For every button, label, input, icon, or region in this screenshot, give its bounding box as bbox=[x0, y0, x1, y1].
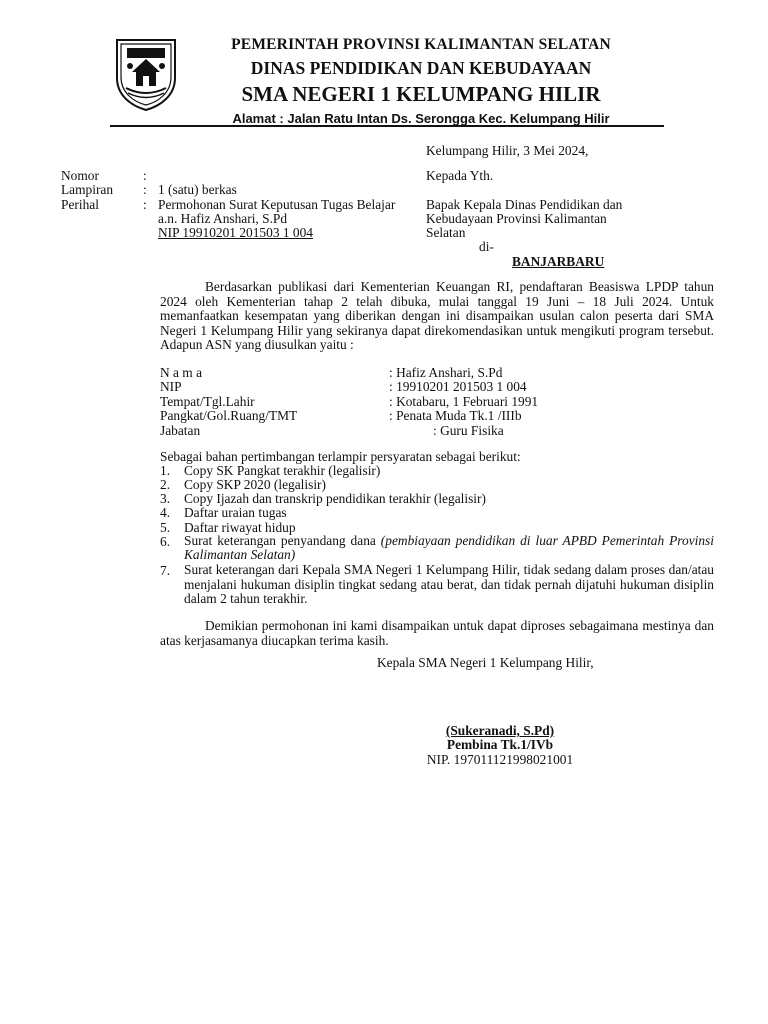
identity-label-nip: NIP bbox=[160, 379, 182, 394]
requirement-5-text: Daftar riwayat hidup bbox=[184, 520, 296, 535]
identity-value-birth: : Kotabaru, 1 Februari 1991 bbox=[389, 394, 539, 409]
letterhead-school: SMA NEGERI 1 KELUMPANG HILIR bbox=[241, 82, 601, 106]
signature-title: Kepala SMA Negeri 1 Kelumpang Hilir, bbox=[377, 655, 594, 670]
nomor-label: Nomor bbox=[61, 168, 99, 183]
body-paragraph-1-text: Berdasarkan publikasi dari Kementerian Keuangan RI, pendaftaran Beasiswa LPDP tahun 2024 oleh Kementerian tahap 2 telah dibuka, mulai tanggal 19 Juni – 18 Juli 2024. Untuk memanfaatkan kesempatan yang diberikan dengan ini disampaikan usulan calon peserta dari SMA Negeri 1 Kelumpang Hilir yang sekiranya dapat direkomendasikan untuk mengikuti program tersebut. Adapun ASN yang diusulkan yaitu : bbox=[160, 279, 714, 353]
requirement-1-number: 1. bbox=[160, 463, 171, 478]
requirement-3-text: Copy Ijazah dan transkrip pendidikan terakhir (legalisir) bbox=[184, 491, 486, 506]
signature-rank: Pembina Tk.1/IVb bbox=[446, 737, 554, 752]
body-paragraph-1 bbox=[160, 280, 714, 353]
recipient-line-4: di- bbox=[479, 239, 494, 254]
requirements-intro: Sebagai bahan pertimbangan terlampir persyaratan sebagai berikut: bbox=[160, 449, 521, 464]
requirement-2-text: Copy SKP 2020 (legalisir) bbox=[184, 477, 326, 492]
lampiran-separator: : bbox=[143, 182, 147, 197]
recipient-line-2: Kebudayaan Provinsi Kalimantan bbox=[426, 211, 607, 226]
coat-of-arms-logo bbox=[114, 38, 178, 112]
requirement-7-main: Surat keterangan dari Kepala SMA Negeri 1 Kelumpang Hilir, tidak sedang dalam proses dan/atau menjalani hukuman disiplin tingkat sedang atau berat, dan tidak pernah dijatuhi hukuman disiplin dalam 2 tahun terakhir. bbox=[184, 562, 714, 607]
lampiran-value: 1 (satu) berkas bbox=[158, 182, 237, 197]
letter-date: Kelumpang Hilir, 3 Mei 2024, bbox=[426, 143, 589, 158]
closing-text: Demikian permohonan ini kami disampaikan untuk dapat diproses sebagaimana mestinya dan atas kerjasamanya diucapkan terima kasih. bbox=[160, 618, 714, 648]
requirement-5-number: 5. bbox=[160, 520, 171, 535]
lampiran-label: Lampiran bbox=[61, 182, 114, 197]
recipient-city: BANJARBARU bbox=[512, 254, 605, 269]
recipient-line-1: Bapak Kepala Dinas Pendidikan dan bbox=[426, 197, 623, 212]
signature-nip: NIP. 197011121998021001 bbox=[426, 752, 574, 767]
requirement-6-text bbox=[184, 534, 714, 563]
requirement-1-text: Copy SK Pangkat terakhir (legalisir) bbox=[184, 463, 381, 478]
perihal-line-2: a.n. Hafiz Anshari, S.Pd bbox=[158, 211, 288, 226]
identity-label-position: Jabatan bbox=[160, 423, 201, 438]
perihal-separator: : bbox=[143, 197, 147, 212]
requirement-4-text: Daftar uraian tugas bbox=[184, 505, 287, 520]
requirement-7-text bbox=[184, 563, 714, 607]
signature-name: (Sukeranadi, S.Pd) bbox=[445, 723, 555, 738]
letterhead-government: PEMERINTAH PROVINSI KALIMANTAN SELATAN bbox=[231, 36, 611, 53]
identity-value-nip: : 19910201 201503 1 004 bbox=[389, 379, 527, 394]
perihal-line-3: NIP 19910201 201503 1 004 bbox=[158, 225, 313, 240]
identity-label-name: N a m a bbox=[160, 365, 203, 380]
closing-paragraph bbox=[160, 619, 714, 648]
identity-label-birth: Tempat/Tgl.Lahir bbox=[160, 394, 255, 409]
recipient-greeting: Kepada Yth. bbox=[426, 168, 494, 183]
letterhead-address: Alamat : Jalan Ratu Intan Ds. Serongga Kec. Kelumpang Hilir bbox=[232, 111, 610, 126]
requirement-6-italic: (pembiayaan pendidikan di luar APBD Pemerintah Provinsi Kalimantan Selatan) bbox=[184, 533, 714, 563]
requirement-4-number: 4. bbox=[160, 505, 171, 520]
perihal-label: Perihal bbox=[61, 197, 99, 212]
requirement-3-number: 3. bbox=[160, 491, 171, 506]
recipient-line-3: Selatan bbox=[426, 225, 466, 240]
identity-value-position: : Guru Fisika bbox=[433, 423, 504, 438]
requirement-7-number: 7. bbox=[160, 563, 171, 578]
letterhead-agency: DINAS PENDIDIKAN DAN KEBUDAYAAN bbox=[250, 58, 592, 78]
requirement-2-number: 2. bbox=[160, 477, 171, 492]
requirement-6-number: 6. bbox=[160, 534, 171, 549]
letterhead-rule bbox=[110, 125, 664, 127]
identity-value-name: : Hafiz Anshari, S.Pd bbox=[389, 365, 503, 380]
perihal-line-1: Permohonan Surat Keputusan Tugas Belajar bbox=[158, 197, 396, 212]
identity-label-rank: Pangkat/Gol.Ruang/TMT bbox=[160, 408, 298, 423]
requirement-6-main: Surat keterangan penyandang dana bbox=[184, 533, 381, 548]
nomor-separator: : bbox=[143, 168, 147, 183]
identity-value-rank: : Penata Muda Tk.1 /IIIb bbox=[389, 408, 522, 423]
